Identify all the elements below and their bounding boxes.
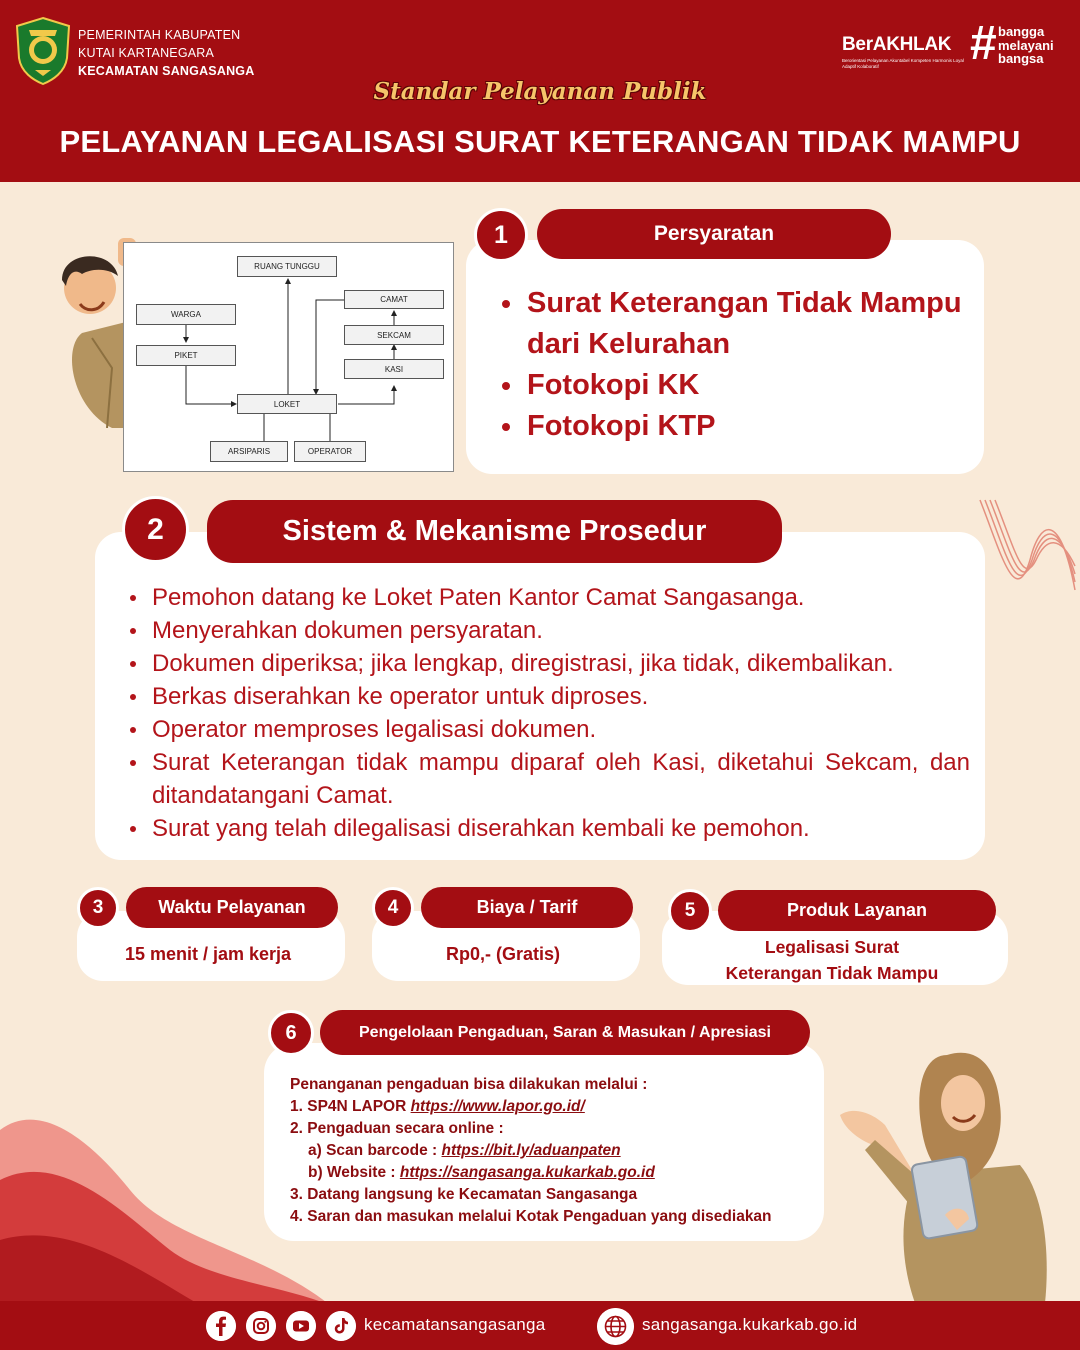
lapor-link[interactable]: https://www.lapor.go.id/ bbox=[410, 1098, 585, 1115]
page-subtitle: Standar Pelayanan Publik bbox=[373, 78, 707, 105]
complaint-item-2: 2. Pengaduan secara online : bbox=[290, 1120, 504, 1137]
procedure-step: Berkas diserahkan ke operator untuk diproses. bbox=[130, 680, 970, 713]
product-value bbox=[662, 934, 1002, 986]
section-number-4: 4 bbox=[372, 887, 414, 929]
complaint-item-1 bbox=[290, 1096, 772, 1118]
berakhlak-logo bbox=[842, 17, 1067, 74]
footer bbox=[0, 1301, 1080, 1350]
procedure-step: Pemohon datang ke Loket Paten Kantor Camat Sangasanga. bbox=[130, 581, 970, 614]
slogan bbox=[998, 25, 1054, 66]
complaint-item-2a-label: a) Scan barcode : bbox=[308, 1142, 442, 1159]
government-name bbox=[78, 26, 254, 80]
tiktok-icon[interactable] bbox=[326, 1311, 356, 1341]
slogan-line-1: bangga bbox=[998, 24, 1045, 39]
product-value-line-1: Legalisasi Surat bbox=[764, 937, 900, 957]
complaint-item-1-label: 1. SP4N LAPOR bbox=[290, 1098, 411, 1115]
barcode-link[interactable]: https://bit.ly/aduanpaten bbox=[441, 1142, 621, 1159]
flow-box-sekcam: SEKCAM bbox=[344, 325, 444, 345]
section-number-5: 5 bbox=[668, 889, 712, 933]
cost-heading: Biaya / Tarif bbox=[421, 887, 633, 928]
social-handle[interactable]: kecamatansangasanga bbox=[364, 1315, 546, 1334]
flow-box-loket: LOKET bbox=[237, 394, 337, 414]
procedure-list bbox=[130, 581, 970, 845]
gov-line-1: PEMERINTAH KABUPATEN bbox=[78, 28, 241, 42]
complaint-item-4: 4. Saran dan masukan melalui Kotak Pengaduan yang disediakan bbox=[290, 1208, 772, 1225]
gov-line-3: KECAMATAN SANGASANGA bbox=[78, 64, 255, 78]
service-time-value: 15 menit / jam kerja bbox=[124, 944, 292, 964]
procedure-step: Surat yang telah dilegalisasi diserahkan kembali ke pemohon. bbox=[130, 812, 970, 845]
procedure-step: Surat Keterangan tidak mampu diparaf oleh Kasi, diketahui Sekcam, dan ditandatangani Camat. bbox=[130, 746, 970, 812]
complaint-item-2b-label: b) Website : bbox=[308, 1164, 400, 1181]
complaint-item-2b bbox=[290, 1162, 772, 1184]
flow-box-operator: OPERATOR bbox=[294, 441, 366, 462]
instagram-icon[interactable] bbox=[246, 1311, 276, 1341]
hash-icon: # bbox=[970, 17, 997, 70]
header bbox=[0, 0, 1080, 182]
procedure-step: Dokumen diperiksa; jika lengkap, diregistrasi, jika tidak, dikembalikan. bbox=[130, 647, 970, 680]
flow-box-warga: WARGA bbox=[136, 304, 236, 325]
facebook-icon[interactable] bbox=[206, 1311, 236, 1341]
officer-woman-illustration bbox=[835, 1025, 1050, 1303]
complaint-channels bbox=[290, 1074, 772, 1228]
requirements-heading: Persyaratan bbox=[537, 209, 891, 259]
section-number-6: 6 bbox=[268, 1010, 314, 1056]
requirement-item: Fotokopi KTP bbox=[500, 406, 970, 447]
complaint-item-3: 3. Datang langsung ke Kecamatan Sangasanga bbox=[290, 1186, 638, 1203]
procedure-heading: Sistem & Mekanisme Prosedur bbox=[207, 500, 782, 563]
page-title: PELAYANAN LEGALISASI SURAT KETERANGAN TIDAK MAMPU bbox=[59, 124, 1021, 159]
berakhlak-word: BerAKHLAK bbox=[842, 34, 952, 55]
service-time-heading: Waktu Pelayanan bbox=[126, 887, 338, 928]
decorative-squiggle-right bbox=[975, 490, 1080, 620]
youtube-icon[interactable] bbox=[286, 1311, 316, 1341]
procedure-step: Menyerahkan dokumen persyaratan. bbox=[130, 614, 970, 647]
procedure-step: Operator memproses legalisasi dokumen. bbox=[130, 713, 970, 746]
website-url[interactable]: sangasanga.kukarkab.go.id bbox=[642, 1315, 858, 1334]
requirements-list bbox=[500, 283, 970, 447]
berakhlak-tagline: Berorientasi Pelayanan Akuntabel Kompeten Harmonis Loyal Adaptif Kolaboratif bbox=[842, 58, 964, 69]
gov-line-2: KUTAI KARTANEGARA bbox=[78, 46, 215, 60]
slogan-line-2: melayani bbox=[998, 37, 1054, 53]
website-link[interactable]: https://sangasanga.kukarkab.go.id bbox=[399, 1164, 655, 1181]
flow-box-kasi: KASI bbox=[344, 359, 444, 379]
complaint-item-2a bbox=[290, 1140, 772, 1162]
complaint-intro: Penanganan pengaduan bisa dilakukan melalui : bbox=[290, 1076, 648, 1093]
slogan-line-3: bangsa bbox=[998, 51, 1044, 66]
requirement-item: Fotokopi KK bbox=[500, 365, 970, 406]
flow-box-piket: PIKET bbox=[136, 345, 236, 366]
product-value-line-2: Keterangan Tidak Mampu bbox=[725, 963, 939, 983]
section-number-2: 2 bbox=[122, 496, 189, 563]
section-number-1: 1 bbox=[474, 208, 528, 262]
complaint-heading: Pengelolaan Pengaduan, Saran & Masukan / Apresiasi bbox=[320, 1010, 810, 1055]
globe-icon bbox=[597, 1308, 634, 1345]
flow-box-arsiparis: ARSIPARIS bbox=[210, 441, 288, 462]
flow-box-camat: CAMAT bbox=[344, 290, 444, 309]
flow-box-ruang-tunggu: RUANG TUNGGU bbox=[237, 256, 337, 277]
requirement-item: Surat Keterangan Tidak Mampu dari Kelurahan bbox=[500, 283, 970, 365]
product-heading: Produk Layanan bbox=[718, 890, 996, 931]
kutai-kartanegara-seal-icon bbox=[15, 16, 71, 86]
service-flow-diagram bbox=[123, 242, 454, 472]
section-number-3: 3 bbox=[77, 887, 119, 929]
cost-value: Rp0,- (Gratis) bbox=[445, 944, 560, 964]
